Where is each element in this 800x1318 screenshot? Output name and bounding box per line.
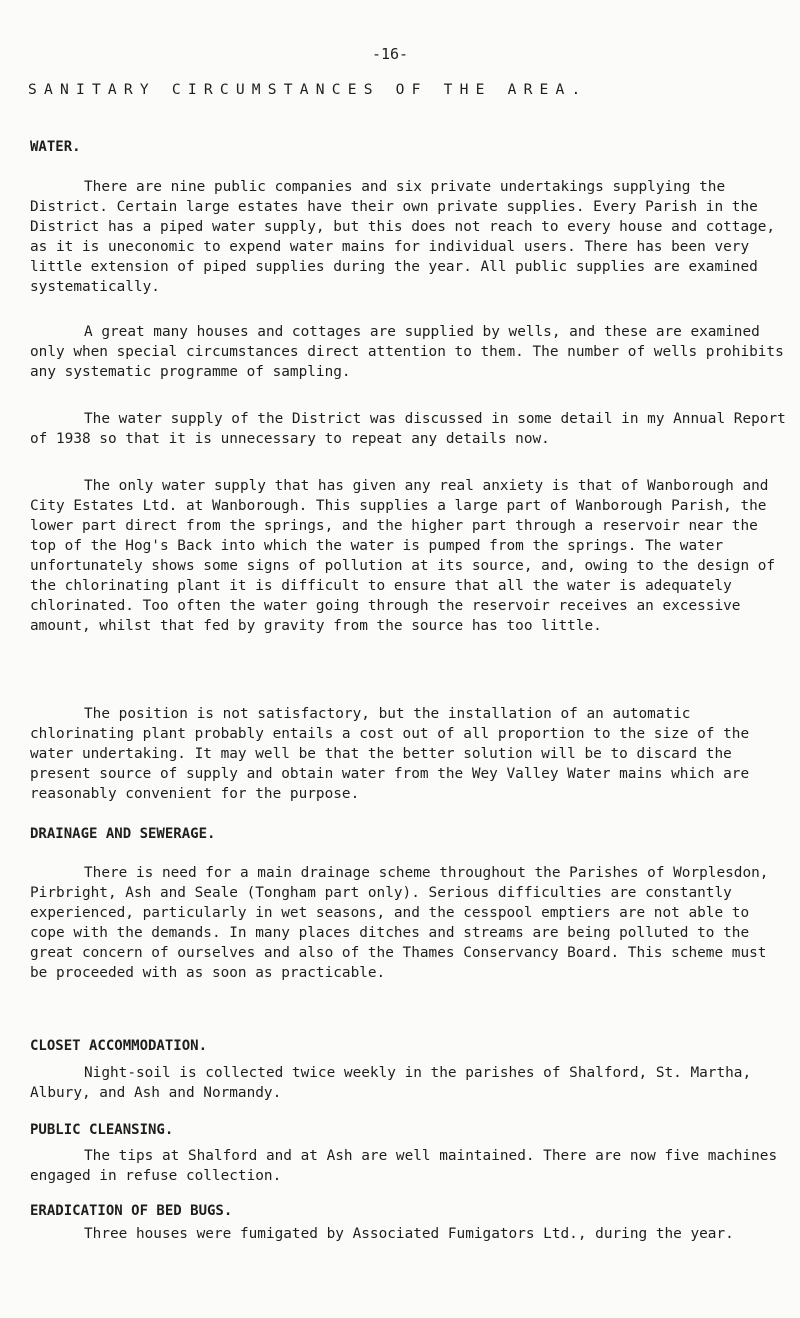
- water-paragraph-3: The water supply of the District was discussed in some detail in my Annual Report of 1938 so that it is unnecessary to repeat any details now.: [30, 411, 786, 447]
- page-number: -16-: [371, 45, 409, 63]
- water-paragraph-5: The position is not satisfactory, but the installation of an automatic chlorinating plant probably entails a cost out of all proportion to the size of the water undertaking. It may well be that the better solution will be to discard the present source of supply and obtain water from the Wey Valley Water mains which are reasonably convenient for the purpose.: [30, 706, 750, 802]
- section-heading-drainage: DRAINAGE AND SEWERAGE.: [30, 826, 216, 842]
- water-paragraph-4: The only water supply that has given any real anxiety is that of Wanborough and City Estates Ltd. at Wanborough. This supplies a large part of Wanborough Parish, the lower part direct from the springs, and the higher part through a reservoir near the top of the Hog's Back into which the water is pumped from the springs. The water unfortunately shows some signs of pollution at its source, and, owing to the design of the chlorinating plant it is difficult to ensure that all the water is adequately chlorinated. Too often the water going through the reservoir receives an excessive amount, whilst that fed by gravity from the source has too little.: [30, 478, 776, 634]
- section-heading-closet: CLOSET ACCOMMODATION.: [30, 1038, 208, 1054]
- closet-paragraph: Night-soil is collected twice weekly in the parishes of Shalford, St. Martha, Albury, and Ash and Normandy.: [30, 1065, 752, 1101]
- section-heading-bugs: ERADICATION OF BED BUGS.: [30, 1203, 233, 1219]
- page-title: SANITARY CIRCUMSTANCES OF THE AREA.: [28, 81, 588, 98]
- section-heading-cleansing: PUBLIC CLEANSING.: [30, 1122, 174, 1138]
- water-paragraph-1: There are nine public companies and six private undertakings supplying the District. Certain large estates have their own private supplies. Every Parish in the District has a piped water supply, but this does not reach to every house and cottage, as it is uneconomic to expend water mains for individual users. There has been very little extension of piped supplies during the year. All public supplies are examined systematically.: [30, 179, 776, 295]
- drainage-paragraph: There is need for a main drainage scheme throughout the Parishes of Worplesdon, Pirbright, Ash and Seale (Tongham part only). Serious difficulties are constantly experienced, particularly in wet seasons, and the cesspool emptiers are not able to cope with the demands. In many places ditches and streams are being polluted to the great concern of ourselves and also of the Thames Conservancy Board. This scheme must be proceeded with as soon as practicable.: [30, 865, 769, 981]
- cleansing-paragraph: The tips at Shalford and at Ash are well maintained. There are now five machines engaged in refuse collection.: [30, 1148, 778, 1184]
- bugs-paragraph: Three houses were fumigated by Associated Fumigators Ltd., during the year.: [84, 1226, 734, 1242]
- section-heading-water: WATER.: [30, 139, 81, 155]
- water-paragraph-2: A great many houses and cottages are supplied by wells, and these are examined only when special circumstances direct attention to them. The number of wells prohibits any systematic programme of sampling.: [30, 324, 784, 380]
